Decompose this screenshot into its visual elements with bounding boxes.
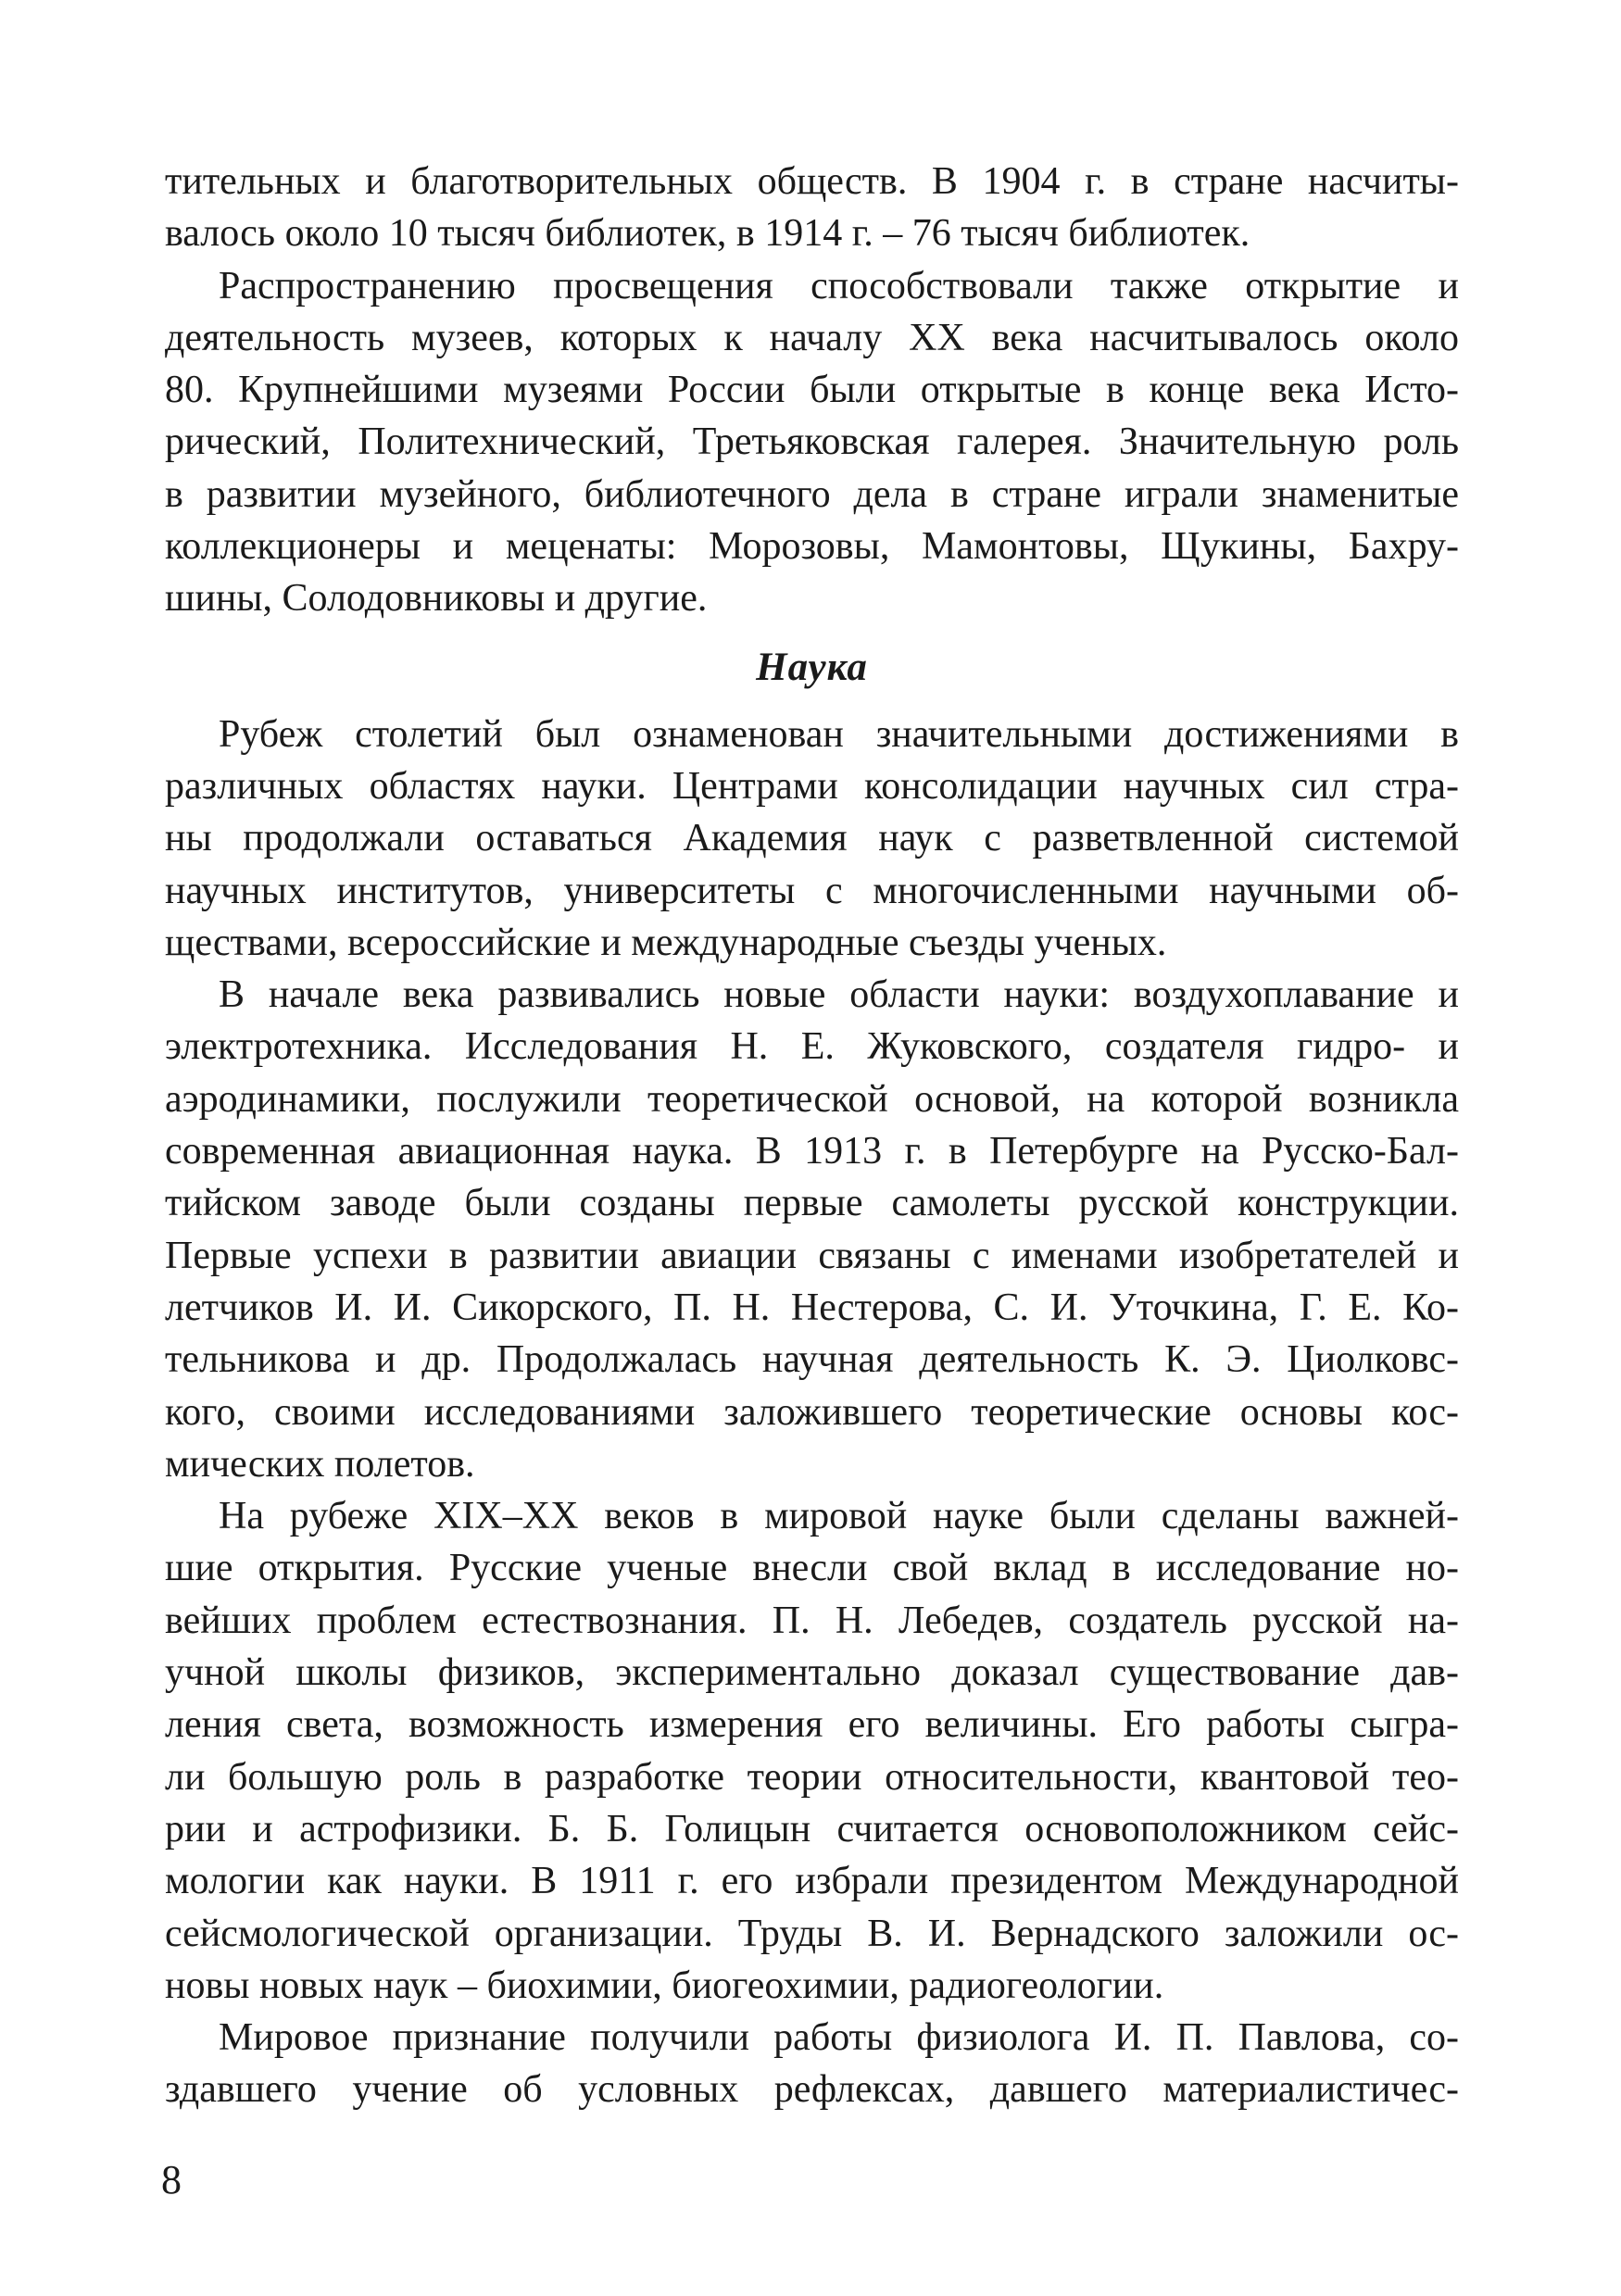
paragraph	[165, 1490, 1459, 2012]
text-line: рии и астрофизики. Б. Б. Голицын считается основоположником сейс-	[165, 1807, 1459, 1851]
text-line: здавшего учение об условных рефлексах, давшего материалистичес-	[165, 2068, 1459, 2112]
text-line: 80. Крупнейшими музеями России были открытые в конце века Исто-	[165, 369, 1459, 412]
paragraph	[165, 2012, 1459, 2116]
text-line: тельникова и др. Продолжалась научная деятельность К. Э. Циолковс-	[165, 1338, 1459, 1382]
text-line: рический, Политехнический, Третьяковская галерея. Значительную роль	[165, 420, 1459, 464]
paragraphs-before-heading	[165, 156, 1459, 625]
text-line: в развитии музейного, библиотечного дела в стране играли знаменитые	[165, 472, 1459, 516]
text-line: ления света, возможность измерения его величины. Его работы сыгра-	[165, 1703, 1459, 1747]
text-line: Первые успехи в развитии авиации связаны с именами изобретателей и	[165, 1234, 1459, 1277]
text-line: сейсмологической организации. Труды В. И. Вернадского заложили ос-	[165, 1912, 1459, 1955]
text-block	[165, 156, 1459, 2116]
text-line: ны продолжали оставаться Академия наук с разветвленной системой	[165, 817, 1459, 860]
text-line: тительных и благотворительных обществ. В 1904 г. в стране насчиты-	[165, 160, 1459, 203]
text-line: тийском заводе были созданы первые самолеты русской конструкции.	[165, 1182, 1459, 1225]
text-line: ли большую роль в разработке теории относительности, квантовой тео-	[165, 1755, 1459, 1799]
text-line: Распространению просвещения способствовали также открытие и	[219, 264, 1459, 307]
paragraph	[165, 156, 1459, 260]
text-line: электротехника. Исследования Н. Е. Жуковского, создателя гидро- и	[165, 1025, 1459, 1069]
text-line: кого, своими исследованиями заложившего теоретические основы кос-	[165, 1390, 1459, 1434]
text-line: мических полетов.	[165, 1442, 475, 1486]
section-heading: Наука	[756, 645, 868, 689]
text-line: шие открытия. Русские ученые внесли свой вклад в исследование но-	[165, 1547, 1459, 1590]
text-line: новы новых наук – биохимии, биогеохимии, радиогеологии.	[165, 1964, 1164, 2007]
text-line: мологии как науки. В 1911 г. его избрали президентом Международной	[165, 1860, 1459, 1903]
text-line: учной школы физиков, экспериментально доказал существование дав-	[165, 1651, 1459, 1695]
paragraph	[165, 969, 1459, 1490]
text-line: деятельность музеев, которых к началу XX века насчитывалось около	[165, 316, 1459, 359]
text-line: коллекционеры и меценаты: Морозовы, Мамонтовы, Щукины, Бахру-	[165, 525, 1459, 569]
text-line: Рубеж столетий был ознаменован значительными достижениями в	[219, 712, 1459, 756]
text-line: Мировое признание получили работы физиолога И. П. Павлова, со-	[219, 2016, 1459, 2060]
text-line: ществами, всероссийские и международные съезды ученых.	[165, 921, 1167, 964]
page-number: 8	[161, 2157, 182, 2202]
text-line: валось около 10 тысяч библиотек, в 1914 г. – 76 тысяч библиотек.	[165, 212, 1250, 256]
text-line: летчиков И. И. Сикорского, П. Н. Нестерова, С. И. Уточкина, Г. Е. Ко-	[165, 1286, 1459, 1329]
text-line: аэродинамики, послужили теоретической основой, на которой возникла	[165, 1077, 1459, 1121]
paragraph	[165, 709, 1459, 969]
paragraph	[165, 260, 1459, 625]
text-line: различных областях науки. Центрами консолидации научных сил стра-	[165, 764, 1459, 808]
text-line: вейших проблем естествознания. П. Н. Лебедев, создатель русской на-	[165, 1599, 1459, 1642]
text-line: научных институтов, университеты с многочисленными научными об-	[165, 869, 1459, 912]
text-line: На рубеже XIX–XX веков в мировой науке были сделаны важней-	[219, 1495, 1459, 1538]
text-line: В начале века развивались новые области науки: воздухоплавание и	[219, 973, 1459, 1017]
text-line: современная авиационная наука. В 1913 г. в Петербурге на Русско-Бал-	[165, 1130, 1459, 1173]
paragraphs-after-heading	[165, 709, 1459, 2116]
text-line: шины, Солодовниковы и другие.	[165, 577, 708, 621]
